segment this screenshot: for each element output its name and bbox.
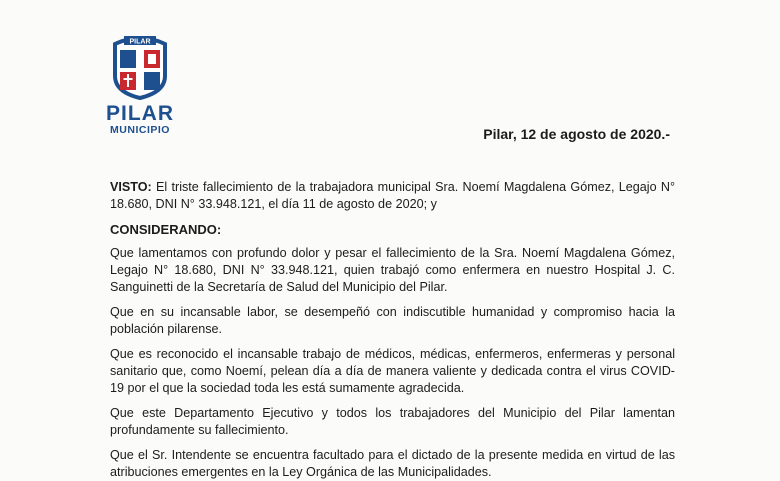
brand-subtitle: MUNICIPIO xyxy=(110,124,170,136)
considerando-paragraph: Que este Departamento Ejecutivo y todos los trabajadores del Municipio del Pilar lamentan profundamente su fallecimiento. xyxy=(110,406,675,437)
visto-paragraph xyxy=(110,179,675,213)
considerando-paragraph: Que es reconocido el incansable trabajo de médicos, médicas, enfermeros, enfermeras y personal sanitario que, como Noemí, pelean día a día de manera valiente y dedicada contra el virus COVID-19 por el que la sociedad toda les está sumamente agradecida. xyxy=(110,347,675,395)
visto-label: VISTO: xyxy=(110,180,152,194)
considerando-paragraph: Que lamentamos con profundo dolor y pesar el fallecimiento de la Sra. Noemí Magdalena Gómez, Legajo N° 18.680, DNI N° 33.948.121, quien trabajó como enfermera en nuestro Hospital J. C. Sanguinetti de la Secretaría de Salud del Municipio del Pilar. xyxy=(110,246,675,294)
considerando-paragraph: Que el Sr. Intendente se encuentra facultado para el dictado de la presente medida en virtud de las atribuciones emergentes en la Ley Orgánica de las Municipalidades. xyxy=(110,448,675,479)
visto-text: El triste fallecimiento de la trabajadora municipal Sra. Noemí Magdalena Gómez, Legajo N° 18.680, DNI N° 33.948.121, el día 11 de agosto de 2020; y xyxy=(110,180,675,211)
svg-text:PILAR: PILAR xyxy=(129,38,151,46)
brand-name: PILAR xyxy=(106,102,174,125)
municipio-logo xyxy=(104,30,176,136)
considerando-heading: CONSIDERANDO: xyxy=(110,222,222,237)
document-body xyxy=(110,179,675,481)
considerando-paragraph: Que en su incansable labor, se desempeñó con indiscutible humanidad y compromiso hacia la población pilarense. xyxy=(110,305,675,336)
coat-of-arms-icon xyxy=(110,30,170,100)
document-date: Pilar, 12 de agosto de 2020.- xyxy=(483,126,670,142)
